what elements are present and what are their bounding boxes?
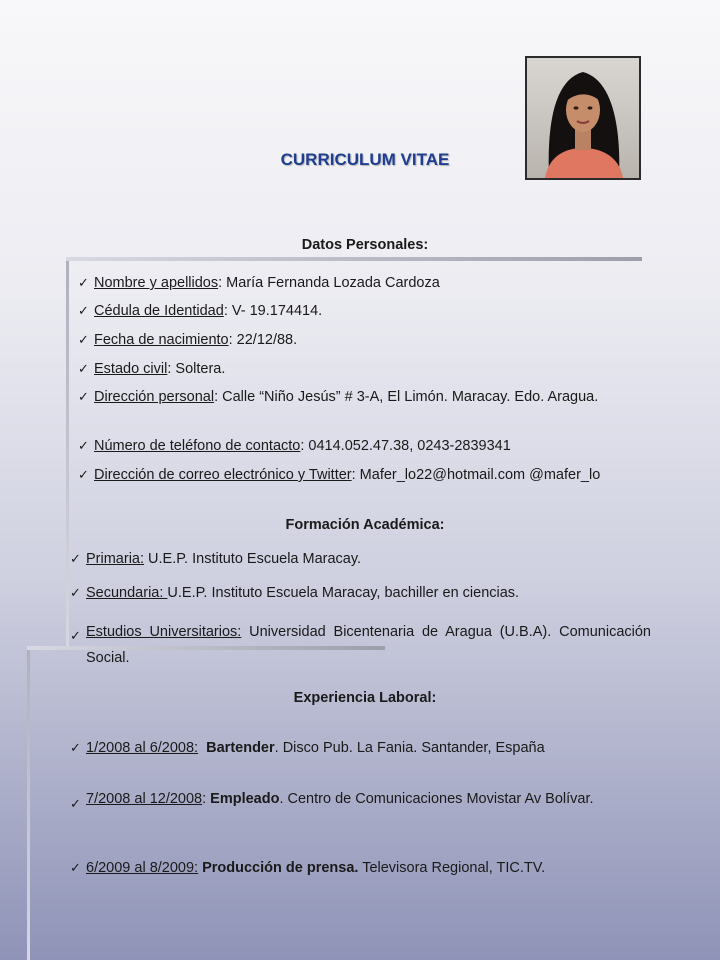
list-item — [70, 619, 651, 671]
item-label: Fecha de nacimiento — [94, 332, 229, 348]
item-value: : V- 19.174414. — [223, 303, 323, 319]
checkmark-icon: ✓ — [70, 551, 81, 566]
item-label: 6/2009 al 8/2009: — [86, 860, 199, 876]
item-label: 7/2008 al 12/2008 — [86, 791, 203, 807]
item-value: : Calle “Niño Jesús” # 3-A, El Limón. Maracay. Edo. Aragua. — [214, 389, 599, 405]
item-role: Empleado — [210, 791, 280, 807]
item-label: Primaria: — [86, 551, 145, 567]
item-label: Número de teléfono de contacto — [94, 438, 301, 454]
personal-data-heading: Datos Personales: — [301, 237, 429, 253]
item-label: Cédula de Identidad — [94, 303, 224, 319]
item-label: Estado civil — [94, 361, 168, 377]
item-value: Universidad Bicentenaria de Aragua (U.B.A). Comunicación Social. — [86, 624, 651, 666]
decorative-vertical-line-top — [66, 258, 69, 648]
checkmark-icon: ✓ — [78, 332, 89, 347]
checkmark-icon: ✓ — [70, 740, 81, 755]
item-label: Dirección de correo electrónico y Twitter — [94, 467, 352, 483]
item-value: : María Fernanda Lozada Cardoza — [218, 275, 440, 291]
item-role: Producción de prensa. — [202, 860, 359, 876]
checkmark-icon: ✓ — [70, 585, 81, 600]
page-title: CURRICULUM VITAE — [280, 150, 450, 169]
item-separator: : — [202, 791, 211, 807]
list-item — [70, 859, 641, 877]
list-item — [70, 550, 651, 568]
list-item — [70, 739, 641, 757]
item-label: 1/2008 al 6/2008: — [86, 740, 199, 756]
item-detail: . Centro de Comunicaciones Movistar Av Bolívar. — [279, 791, 594, 807]
checkmark-icon: ✓ — [70, 796, 81, 811]
item-value: : Mafer_lo22@hotmail.com @mafer_lo — [351, 467, 601, 483]
checkmark-icon: ✓ — [78, 389, 89, 404]
checkmark-icon: ✓ — [70, 860, 81, 875]
item-detail: Televisora Regional, TIC.TV. — [358, 860, 546, 876]
decorative-horizontal-line-top — [66, 257, 642, 261]
item-value: : 22/12/88. — [228, 332, 298, 348]
item-label: Nombre y apellidos — [94, 275, 219, 291]
list-item — [78, 437, 645, 455]
checkmark-icon: ✓ — [78, 275, 89, 290]
list-item — [70, 584, 651, 602]
item-detail: . Disco Pub. La Fania. Santander, España — [274, 740, 545, 756]
education-heading: Formación Académica: — [285, 517, 445, 533]
list-item — [78, 388, 645, 406]
item-label: Dirección personal — [94, 389, 215, 405]
checkmark-icon: ✓ — [78, 361, 89, 376]
item-value: U.E.P. Instituto Escuela Maracay, bachiller en ciencias. — [167, 585, 520, 601]
list-item — [78, 302, 645, 320]
experience-heading: Experiencia Laboral: — [293, 690, 437, 706]
item-label: Estudios Universitarios: — [86, 624, 242, 640]
item-value: : Soltera. — [167, 361, 226, 377]
list-item — [78, 360, 645, 378]
checkmark-icon: ✓ — [78, 467, 89, 482]
checkmark-icon: ✓ — [70, 628, 81, 643]
list-item — [70, 786, 641, 813]
list-item — [78, 331, 645, 349]
item-value: U.E.P. Instituto Escuela Maracay. — [144, 551, 362, 567]
checkmark-icon: ✓ — [78, 438, 89, 453]
list-item — [78, 274, 645, 292]
item-role: Bartender — [206, 740, 275, 756]
list-item — [78, 466, 645, 484]
item-label: Secundaria: — [86, 585, 168, 601]
checkmark-icon: ✓ — [78, 303, 89, 318]
item-value: : 0414.052.47.38, 0243-2839341 — [300, 438, 511, 454]
